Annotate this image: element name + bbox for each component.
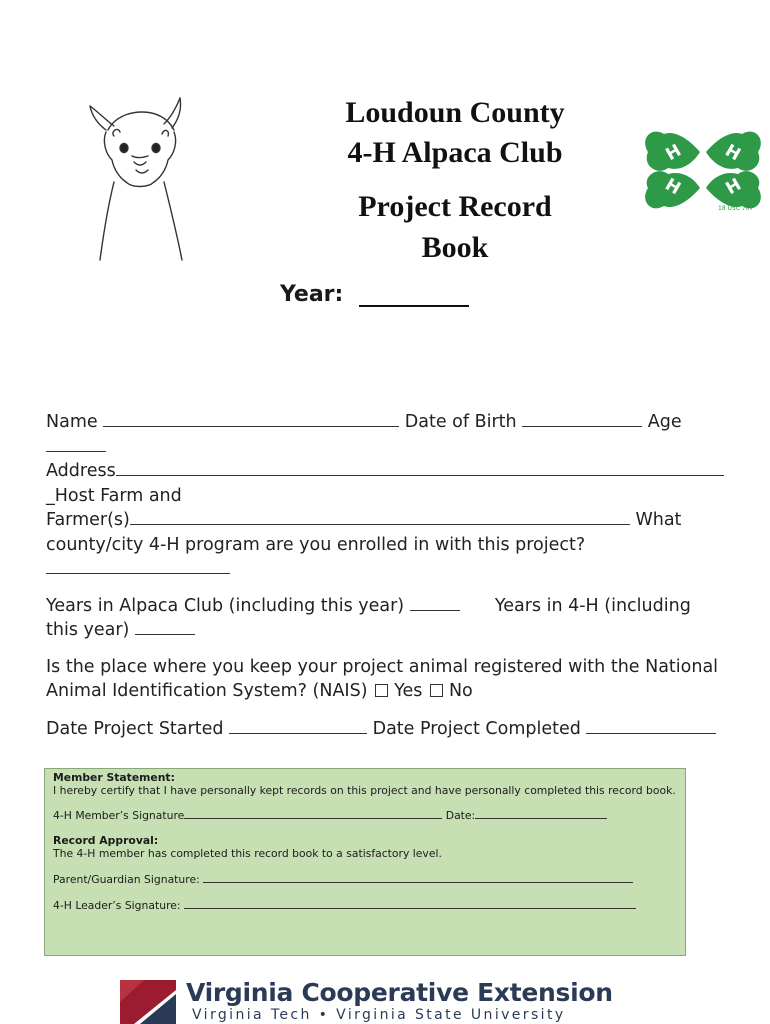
- title-project-record: Project Record: [358, 190, 552, 223]
- years-4h-label: Years in 4-H (including: [494, 595, 691, 616]
- name-blank[interactable]: [103, 411, 399, 427]
- year-label: Year:: [280, 282, 344, 307]
- years-4h-label-cont: this year): [46, 620, 130, 640]
- nais-question: Is the place where you keep your project animal registered with the National: [46, 656, 719, 677]
- nais-yes-checkbox[interactable]: [375, 684, 388, 697]
- date-started-label: Date Project Started: [46, 718, 224, 739]
- record-approval-text: The 4-H member has completed this record book to a satisfactory level.: [53, 847, 442, 860]
- member-date-line[interactable]: [475, 808, 607, 819]
- member-statement-text: I hereby certify that I have personally kept records on this project and have personally completed this record book.: [53, 784, 676, 797]
- member-info-form: [46, 410, 730, 741]
- county-blank[interactable]: [46, 558, 230, 574]
- vce-org-sub: Virginia Tech • Virginia State University: [192, 1007, 566, 1023]
- date-completed-blank[interactable]: [586, 718, 716, 734]
- years-alpaca-blank[interactable]: [410, 595, 460, 611]
- years-alpaca-label: Years in Alpaca Club (including this year): [46, 595, 405, 616]
- title-county: Loudoun County: [345, 96, 565, 129]
- address-label: Address: [46, 461, 116, 481]
- 4h-clover-logo: [638, 96, 768, 214]
- member-date-label: Date:: [445, 809, 476, 822]
- alpaca-illustration: [84, 96, 194, 264]
- member-signature-label: 4-H Member’s Signature: [53, 809, 185, 822]
- nais-no-checkbox[interactable]: [430, 684, 443, 697]
- parent-signature-label: Parent/Guardian Signature:: [53, 873, 200, 886]
- nais-question-cont: Animal Identification System? (NAIS): [46, 681, 368, 701]
- county-question-start: What: [635, 510, 682, 530]
- address-blank[interactable]: [116, 460, 724, 476]
- record-approval-heading: Record Approval:: [53, 834, 159, 847]
- age-blank[interactable]: [46, 436, 106, 452]
- emblem-text: 18 USC 707: [718, 205, 754, 212]
- date-completed-label: Date Project Completed: [372, 718, 581, 739]
- nais-no-label: No: [448, 681, 473, 701]
- leader-signature-label: 4-H Leader’s Signature:: [53, 899, 181, 912]
- host-farm-blank[interactable]: [130, 509, 630, 525]
- vce-emblem-icon: [120, 980, 176, 1024]
- clover-leaf-h-1: H: [662, 140, 685, 166]
- parent-signature-line[interactable]: [203, 872, 633, 883]
- year-field: [280, 282, 469, 307]
- clover-leaf-h-4: H: [722, 174, 745, 200]
- member-signature-line[interactable]: [184, 808, 442, 819]
- member-statement-heading: Member Statement:: [53, 771, 175, 784]
- clover-leaf-h-3: H: [661, 174, 684, 200]
- leader-signature-line[interactable]: [184, 898, 636, 909]
- county-question: county/city 4-H program are you enrolled in with this project?: [46, 534, 586, 555]
- host-farm-label: _Host Farm and: [46, 485, 182, 506]
- years-4h-blank[interactable]: [135, 619, 195, 635]
- vce-org-name: Virginia Cooperative Extension: [186, 978, 613, 1007]
- year-blank[interactable]: [359, 283, 469, 307]
- age-label: Age: [647, 412, 682, 432]
- vce-logo: [120, 978, 660, 1024]
- statement-box: [44, 768, 686, 956]
- nais-yes-label: Yes: [394, 681, 423, 701]
- name-label: Name: [46, 412, 98, 432]
- title-book: Book: [421, 231, 489, 264]
- title-club: 4-H Alpaca Club: [347, 136, 563, 169]
- clover-leaf-h-2: H: [721, 140, 744, 166]
- date-started-blank[interactable]: [229, 718, 367, 734]
- farmer-label: Farmer(s): [46, 510, 130, 530]
- dob-blank[interactable]: [522, 411, 642, 427]
- dob-label: Date of Birth: [404, 412, 517, 432]
